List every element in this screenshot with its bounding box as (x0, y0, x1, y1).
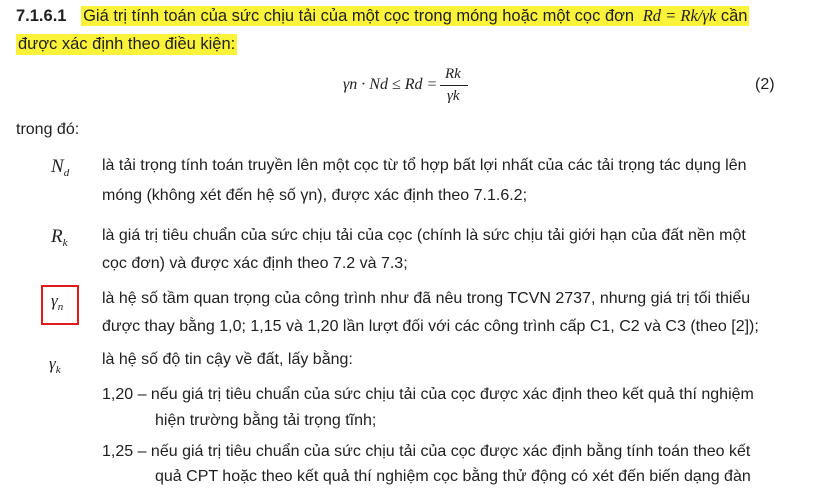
equation-denominator: γk (447, 88, 460, 104)
value-item-1-line2: hiện trường bằng tải trọng tĩnh; (155, 412, 377, 429)
def-nd-line1: là tải trọng tính toán truyền lên một cọc từ tổ hợp bất lợi nhất của các tải trọng tác dụng lên (102, 157, 747, 174)
def-gamma-k-line1: là hệ số độ tin cậy về đất, lấy bằng: (102, 351, 353, 368)
def-nd-line2: móng (không xét đến hệ số γn), được xác định theo 7.1.6.2; (102, 187, 528, 204)
clause-heading-line1 (16, 6, 749, 26)
equation-numerator: Rk (445, 66, 461, 82)
def-symbol-gamma-k: $\gamma_k$ (49, 354, 61, 376)
clause-text-highlight (81, 6, 749, 26)
clause-line1-end: cần (720, 7, 748, 25)
def-gamma-n-line1: là hệ số tầm quan trọng của công trình như đã nêu trong TCVN 2737, nhưng giá trị tối thiểu (102, 290, 751, 307)
def-symbol-nd: $N_d$ (51, 156, 70, 179)
value-item-1-line1: 1,20 – nếu giá trị tiêu chuẩn của sức chịu tải của cọc được xác định theo kết quả thí nghiệm (102, 386, 754, 403)
equation-lhs: γn · Nd ≤ Rd = (343, 76, 438, 93)
def-symbol-rk: $R_k$ (51, 226, 68, 249)
clause-line2: được xác định theo điều kiện: (18, 35, 236, 53)
clause-number: 7.1.6.1 (16, 7, 67, 25)
equation-fraction-bar (440, 85, 468, 86)
def-rk-line2: cọc đơn) và được xác định theo 7.2 và 7.3; (102, 255, 408, 272)
equation-number: (2) (755, 76, 775, 93)
value-item-2-line2: quả CPT hoặc theo kết quả thí nghiệm cọc bằng thử động có xét đến biến dạng đàn (155, 468, 751, 485)
value-item-2-line1: 1,25 – nếu giá trị tiêu chuẩn của sức chịu tải của cọc được xác định bằng tính toán theo kết (102, 443, 751, 460)
def-symbol-gamma-n: $\gamma_n$ (51, 291, 64, 313)
def-gamma-n-line2: được thay bằng 1,0; 1,15 và 1,20 lần lượt đối với các công trình cấp C1, C2 và C3 (theo [2]); (102, 318, 759, 335)
inline-formula: Rd = Rk/γk (642, 6, 717, 25)
where-label: trong đó: (16, 121, 80, 138)
clause-line1: Giá trị tính toán của sức chịu tải của một cọc trong móng hoặc một cọc đơn (83, 7, 635, 25)
def-rk-line1: là giá trị tiêu chuẩn của sức chịu tải của cọc (chính là sức chịu tải giới hạn của đất nền một (102, 227, 746, 244)
